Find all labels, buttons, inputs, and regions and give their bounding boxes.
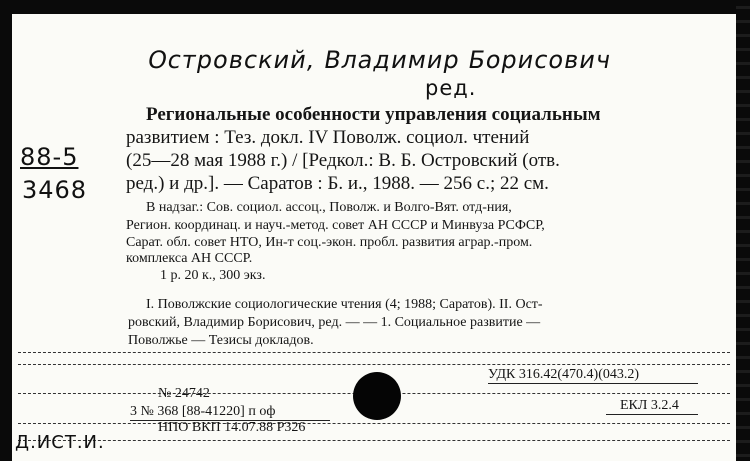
card-left-edge [0,0,12,461]
price-and-copies: 1 р. 20 к., 300 экз. [160,268,266,283]
entry-title-line-3: (25—28 мая 1988 г.) / [Редкол.: В. Б. Островский (отв. [126,150,560,171]
note-line-4: комплекса АН СССР. [126,251,253,266]
separator-dashed-5 [18,440,730,441]
note-line-3: Сарат. обл. совет НТО, Ин-т соц.-экон. пробл. развития аграр.-пром. [126,235,533,250]
separator-dashed-1 [18,352,730,353]
handwritten-shelf-code-bottom: 3468 [22,176,88,204]
subject-line-1: I. Поволжские социологические чтения (4; 1988; Саратов). II. Ост- [146,297,543,312]
entry-title-line-2: развитием : Тез. докл. IV Поволж. социол. чтений [126,127,530,148]
ekl-underline [606,414,698,415]
card-number: № 24742 [158,386,210,401]
card-top-edge [0,0,750,14]
card-right-edge [736,0,750,461]
note-line-1: В надзаг.: Сов. социол. ассоц., Поволж. и Волго-Вят. отд-ния, [146,200,512,215]
handwritten-shelf-code-top: 88-5 [20,143,79,171]
separator-dashed-2 [18,364,730,365]
note-line-2: Регион. координац. и науч.-метод. совет АН СССР и Минвуза РСФСР, [126,218,545,233]
udk-code: УДК 316.42(470.4)(043.2) [488,367,640,382]
order-number: 3 № 368 [88-41220] п оф [130,404,276,419]
ekl-code: ЕКЛ 3.2.4 [620,398,679,413]
handwritten-role: ред. [425,76,477,100]
card-punch-hole [353,372,401,420]
subject-line-3: Поволжье — Тезисы докладов. [128,333,314,348]
handwritten-signature: Д.ИСТ.И. [15,432,105,453]
handwritten-author-heading: Островский, Владимир Борисович [145,46,614,74]
entry-title-line-4: ред.) и др.]. — Саратов : Б. и., 1988. — 256 с.; 22 см. [126,173,549,194]
subject-line-2: ровский, Владимир Борисович, ред. — — 1. Социальное развитие — [128,315,541,330]
entry-title-line-1: Региональные особенности управления социальным [146,104,601,125]
printer-mark: НПО ВКП 14.07.88 Р326 [158,420,306,435]
udk-underline [488,383,698,384]
separator-dashed-4 [18,423,730,424]
